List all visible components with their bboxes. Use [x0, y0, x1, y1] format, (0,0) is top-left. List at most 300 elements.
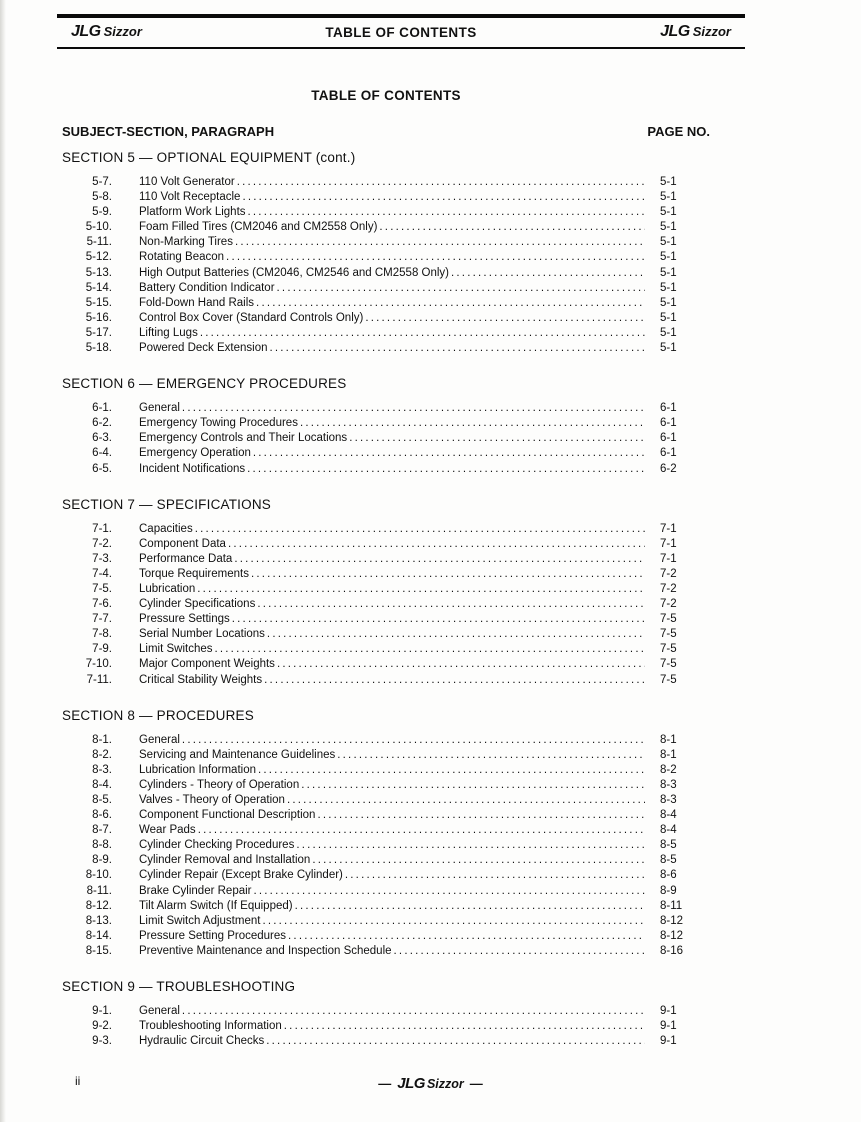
entry-title: Cylinders - Theory of Operation: [139, 778, 300, 791]
entry-page-number: 7-2: [660, 582, 677, 595]
toc-entry: [62, 446, 710, 461]
toc-entry: [62, 597, 710, 612]
entry-title: Tilt Alarm Switch (If Equipped): [139, 899, 293, 912]
toc-entry: [62, 884, 710, 899]
entry-title: Lifting Lugs: [139, 326, 198, 339]
entry-number: 8-4.: [92, 778, 112, 791]
entry-title-group: [139, 266, 645, 281]
entry-number: 5-16.: [85, 311, 112, 324]
entry-page-number: 5-1: [660, 281, 677, 294]
entry-page-number: 7-5: [660, 628, 677, 641]
entry-title-group: [139, 612, 645, 627]
toc-entry: [62, 537, 710, 552]
toc-entry: [62, 190, 710, 205]
entry-dot-leader: [180, 733, 645, 748]
entry-title-group: [139, 808, 645, 823]
entry-page-number: 8-11: [660, 899, 683, 912]
entry-page-number: 5-1: [660, 326, 677, 339]
entry-page-number: 7-1: [660, 552, 677, 565]
toc-entry: [62, 1034, 710, 1049]
toc-entry: [62, 341, 710, 356]
entry-title-group: [139, 537, 645, 552]
entry-title: Control Box Cover (Standard Controls Only): [139, 311, 364, 324]
toc-entry: [62, 326, 710, 341]
entry-dot-leader: [262, 673, 645, 688]
entry-dot-leader: [264, 1034, 645, 1049]
entry-dot-leader: [213, 642, 646, 657]
entry-title-group: [139, 567, 645, 582]
entry-title-group: [139, 522, 645, 537]
toc-entry: [62, 627, 710, 642]
entry-number: 7-7.: [92, 613, 112, 626]
toc-entry: [62, 914, 710, 929]
entry-title-group: [139, 793, 645, 808]
entry-title-group: [139, 462, 645, 477]
entry-title-group: [139, 1034, 645, 1049]
entry-dot-leader: [246, 205, 645, 220]
entry-title: 110 Volt Generator: [139, 176, 235, 188]
entry-dot-leader: [286, 929, 645, 944]
entry-title-group: [139, 281, 645, 296]
entry-title: Pressure Setting Procedures: [139, 929, 287, 942]
entry-number: 9-3.: [92, 1035, 112, 1048]
entry-dot-leader: [193, 522, 645, 537]
entry-number: 5-11.: [86, 236, 112, 249]
entry-page-number: 8-4: [660, 809, 677, 822]
entry-page-number: 8-3: [660, 794, 677, 806]
toc-entry: [62, 401, 710, 416]
entry-title-group: [139, 627, 645, 642]
entry-title: Platform Work Lights: [139, 206, 246, 219]
entry-page-number: 5-1: [660, 236, 677, 249]
toc-section: [62, 376, 710, 476]
toc-entry: [62, 266, 710, 281]
entry-number: 8-2.: [92, 748, 112, 761]
entry-dot-leader: [282, 1019, 645, 1034]
entry-number: 9-2.: [92, 1020, 112, 1033]
toc-entry: [62, 899, 710, 914]
entry-page-number: 8-12: [660, 929, 684, 942]
entry-page-number: 8-6: [660, 869, 677, 882]
header-brand-left: [71, 23, 142, 41]
entry-dot-leader: [275, 281, 645, 296]
brand-model-label: Sizzor: [692, 24, 731, 39]
entry-page-number: 6-1: [660, 447, 677, 460]
entry-title-group: [139, 190, 645, 205]
entry-number: 5-13.: [85, 266, 112, 279]
entry-title-group: [139, 778, 645, 793]
entry-number: 5-15.: [85, 296, 112, 309]
entry-title: Valves - Theory of Operation: [139, 794, 285, 806]
entry-number: 7-9.: [92, 643, 112, 656]
entry-title-group: [139, 642, 645, 657]
entry-number: 7-1.: [92, 522, 112, 535]
entry-dot-leader: [252, 884, 646, 899]
entry-number: 8-3.: [92, 763, 112, 776]
entry-title: Emergency Towing Procedures: [139, 417, 298, 430]
entry-number: 5-10.: [85, 221, 112, 234]
entry-number: 6-3.: [92, 432, 112, 445]
entry-page-number: 5-1: [660, 311, 677, 324]
entry-title-group: [139, 311, 645, 326]
toc-entry: [62, 296, 710, 311]
entry-title-group: [139, 341, 645, 356]
toc-entry: [62, 416, 710, 431]
entry-dot-leader: [285, 793, 645, 808]
section-heading: SECTION 6 — EMERGENCY PROCEDURES: [62, 376, 347, 392]
entry-number: 8-9.: [92, 854, 112, 867]
entry-title-group: [139, 416, 645, 431]
entry-title-group: [139, 673, 645, 688]
entry-title: Capacities: [139, 522, 193, 535]
entry-dot-leader: [232, 552, 645, 567]
toc-entry: [62, 853, 710, 868]
entry-number: 8-11.: [86, 884, 112, 897]
entry-page-number: 7-5: [660, 673, 677, 686]
entry-dot-leader: [363, 311, 645, 326]
page-title: TABLE OF CONTENTS: [311, 88, 461, 103]
toc-entry: [62, 567, 710, 582]
toc-entry: [62, 944, 710, 959]
entry-page-number: 9-1: [660, 1035, 677, 1048]
entry-page-number: 8-2: [660, 763, 677, 776]
entry-title-group: [139, 326, 645, 341]
entry-dot-leader: [377, 220, 645, 235]
entry-title: Cylinder Removal and Installation: [139, 854, 311, 867]
toc-entry: [62, 778, 710, 793]
header-brand-right: [660, 23, 731, 41]
entry-title: General: [139, 402, 180, 415]
entry-title: Performance Data: [139, 552, 233, 565]
entry-title: Battery Condition Indicator: [139, 281, 275, 294]
entry-dot-leader: [294, 838, 645, 853]
entry-title-group: [139, 582, 645, 597]
toc-entry: [62, 642, 710, 657]
entry-page-number: 5-1: [660, 176, 677, 188]
entry-title-group: [139, 929, 645, 944]
entry-number: 5-17.: [85, 326, 112, 339]
toc-entry: [62, 205, 710, 220]
entry-title: Limit Switch Adjustment: [139, 914, 261, 927]
entry-page-number: 8-3: [660, 778, 677, 791]
entry-dot-leader: [293, 899, 645, 914]
column-headers: [62, 124, 710, 139]
entry-title-group: [139, 853, 645, 868]
toc-entry: [62, 431, 710, 446]
entry-title-group: [139, 1004, 645, 1019]
entry-page-number: 6-1: [660, 432, 677, 445]
toc-section: [62, 150, 710, 356]
entry-page-number: 9-1: [660, 1020, 677, 1033]
entry-title: Emergency Operation: [139, 447, 251, 460]
entry-title: Cylinder Specifications: [139, 598, 256, 611]
entry-number: 5-7.: [92, 176, 112, 188]
toc-entry: [62, 868, 710, 883]
entry-page-number: 7-1: [660, 522, 677, 535]
entry-title: Powered Deck Extension: [139, 342, 268, 355]
toc-section: [62, 708, 710, 959]
entry-number: 8-5.: [92, 794, 112, 806]
entry-number: 8-10.: [85, 869, 112, 882]
entry-title: Troubleshooting Information: [139, 1020, 282, 1033]
entry-page-number: 7-2: [660, 598, 677, 611]
entry-dot-leader: [180, 1004, 645, 1019]
entry-number: 7-5.: [92, 582, 112, 595]
entry-dot-leader: [180, 401, 645, 416]
toc-content: [62, 88, 710, 1049]
entry-title-group: [139, 1019, 645, 1034]
entry-dot-leader: [267, 341, 645, 356]
toc-entry: [62, 657, 710, 672]
jlg-logo: JLG: [660, 23, 690, 40]
entry-page-number: 5-1: [660, 221, 677, 234]
toc-entry: [62, 612, 710, 627]
entry-dot-leader: [260, 914, 645, 929]
entry-number: 7-11.: [86, 673, 112, 686]
entry-title: Foam Filled Tires (CM2046 and CM2558 Only): [139, 221, 378, 234]
entry-dot-leader: [265, 627, 645, 642]
entry-title: General: [139, 733, 180, 746]
entry-dot-leader: [251, 446, 645, 461]
toc-entry: [62, 748, 710, 763]
entry-number: 8-14.: [85, 929, 112, 942]
entry-page-number: 8-4: [660, 824, 677, 837]
entry-title-group: [139, 552, 645, 567]
jlg-logo: JLG: [397, 1075, 425, 1092]
entry-title-group: [139, 944, 645, 959]
entry-number: 5-14.: [85, 281, 112, 294]
entry-dot-leader: [196, 823, 645, 838]
entry-title-group: [139, 250, 645, 265]
entry-number: 7-8.: [92, 628, 112, 641]
entry-dot-leader: [235, 175, 645, 190]
entry-dot-leader: [245, 462, 645, 477]
entry-title: Component Functional Description: [139, 809, 316, 822]
entry-page-number: 8-1: [660, 733, 677, 746]
entry-page-number: 5-1: [660, 191, 677, 204]
entry-number: 8-1.: [92, 733, 112, 746]
toc-entry: [62, 582, 710, 597]
toc-entry: [62, 838, 710, 853]
entry-dot-leader: [254, 296, 645, 311]
section-heading: SECTION 9 — TROUBLESHOOTING: [62, 979, 296, 995]
entry-title: Rotating Beacon: [139, 251, 225, 264]
entry-title: Pressure Settings: [139, 613, 230, 626]
entry-dot-leader: [310, 853, 645, 868]
toc-entry: [62, 220, 710, 235]
entry-dot-leader: [230, 612, 645, 627]
entry-title: Component Data: [139, 537, 226, 550]
entry-page-number: 5-1: [660, 206, 677, 219]
entry-title-group: [139, 401, 645, 416]
toc-entry: [62, 552, 710, 567]
entry-title: Critical Stability Weights: [139, 673, 263, 686]
toc-entry: [62, 522, 710, 537]
entry-title-group: [139, 657, 645, 672]
toc-entry: [62, 1004, 710, 1019]
entry-number: 7-10.: [85, 658, 112, 671]
entry-page-number: 7-2: [660, 567, 677, 580]
entry-number: 8-13.: [85, 914, 112, 927]
entry-title-group: [139, 838, 645, 853]
entry-title: Major Component Weights: [139, 658, 275, 671]
entry-page-number: 7-5: [660, 658, 677, 671]
entry-dot-leader: [249, 567, 645, 582]
entry-page-number: 5-1: [660, 342, 677, 355]
running-header: [57, 14, 745, 49]
entry-dot-leader: [195, 582, 645, 597]
entry-title: Brake Cylinder Repair: [139, 884, 252, 897]
entry-number: 5-18.: [85, 342, 112, 355]
entry-title: Cylinder Checking Procedures: [139, 839, 295, 852]
entry-title-group: [139, 431, 645, 446]
column-header-page-no: PAGE NO.: [647, 124, 710, 139]
entry-title: Non-Marking Tires: [139, 236, 233, 249]
entry-title: 110 Volt Receptacle: [139, 191, 241, 204]
toc-entry: [62, 250, 710, 265]
header-title: TABLE OF CONTENTS: [325, 24, 477, 40]
section-heading: SECTION 8 — PROCEDURES: [62, 707, 254, 723]
entry-page-number: 5-1: [660, 296, 677, 309]
entry-page-number: 9-1: [660, 1005, 677, 1018]
toc-entry: [62, 929, 710, 944]
entry-title: Cylinder Repair (Except Brake Cylinder): [139, 869, 343, 882]
entry-number: 9-1.: [92, 1005, 112, 1018]
entry-title: Hydraulic Circuit Checks: [139, 1035, 265, 1048]
entry-page-number: 8-12: [660, 914, 684, 927]
entry-title-group: [139, 914, 645, 929]
toc-entry: [62, 823, 710, 838]
entry-page-number: 8-16: [660, 944, 684, 957]
entry-title-group: [139, 763, 645, 778]
footer-brand: [0, 1075, 861, 1092]
entry-title: Torque Requirements: [139, 567, 249, 580]
entry-number: 8-12.: [85, 899, 112, 912]
entry-dot-leader: [224, 250, 645, 265]
entry-number: 6-2.: [92, 417, 112, 430]
entry-title: Fold-Down Hand Rails: [139, 296, 255, 309]
entry-title-group: [139, 884, 645, 899]
entry-number: 6-1.: [92, 402, 112, 415]
entry-dot-leader: [255, 597, 645, 612]
toc-entry: [62, 733, 710, 748]
entry-dot-leader: [343, 868, 645, 883]
toc-entry: [62, 673, 710, 688]
entry-number: 7-2.: [92, 537, 112, 550]
entry-title-group: [139, 899, 645, 914]
entry-title-group: [139, 823, 645, 838]
entry-number: 6-5.: [92, 462, 112, 475]
entry-title-group: [139, 220, 645, 235]
footer-dash-left: —: [378, 1076, 392, 1091]
entry-dot-leader: [392, 944, 645, 959]
entry-title-group: [139, 733, 645, 748]
entry-number: 5-12.: [85, 251, 112, 264]
entry-dot-leader: [299, 778, 645, 793]
toc-entry: [62, 1019, 710, 1034]
entry-page-number: 6-1: [660, 417, 677, 430]
entry-dot-leader: [347, 431, 645, 446]
entry-title: Lubrication Information: [139, 763, 256, 776]
entry-number: 5-9.: [92, 206, 112, 219]
entry-number: 7-6.: [92, 598, 112, 611]
entry-title: Incident Notifications: [139, 462, 246, 475]
entry-title-group: [139, 296, 645, 311]
toc-sections: [62, 150, 710, 1049]
toc-entry: [62, 808, 710, 823]
entry-page-number: 5-1: [660, 266, 677, 279]
brand-model-label: Sizzor: [426, 1077, 464, 1091]
entry-title: Wear Pads: [139, 824, 196, 837]
toc-entry: [62, 281, 710, 296]
entry-number: 8-7.: [92, 824, 112, 837]
entry-dot-leader: [198, 326, 645, 341]
entry-page-number: 8-5: [660, 854, 677, 867]
entry-title: Lubrication: [139, 582, 196, 595]
entry-title-group: [139, 205, 645, 220]
entry-dot-leader: [226, 537, 645, 552]
entry-dot-leader: [449, 266, 645, 281]
toc-entry: [62, 763, 710, 778]
footer-page-number: ii: [75, 1074, 81, 1088]
toc-entry: [62, 793, 710, 808]
entry-number: 7-3.: [92, 552, 112, 565]
entry-title: Serial Number Locations: [139, 628, 265, 641]
entry-number: 6-4.: [92, 447, 112, 460]
entry-title-group: [139, 235, 645, 250]
toc-section: [62, 497, 710, 688]
entry-dot-leader: [275, 657, 645, 672]
entry-page-number: 5-1: [660, 251, 677, 264]
entry-dot-leader: [315, 808, 645, 823]
entry-number: 5-8.: [92, 191, 112, 204]
entry-title-group: [139, 175, 645, 190]
column-header-subject: SUBJECT-SECTION, PARAGRAPH: [62, 124, 275, 139]
section-heading: SECTION 7 — SPECIFICATIONS: [62, 496, 271, 512]
entry-dot-leader: [335, 748, 645, 763]
entry-page-number: 8-5: [660, 839, 677, 852]
entry-dot-leader: [233, 235, 645, 250]
entry-title-group: [139, 868, 645, 883]
section-heading: SECTION 5 — OPTIONAL EQUIPMENT (cont.): [62, 150, 356, 165]
entry-number: 8-8.: [92, 839, 112, 852]
entry-page-number: 7-5: [660, 613, 677, 626]
entry-number: 8-15.: [85, 944, 112, 957]
footer-dash-right: —: [469, 1076, 483, 1091]
entry-title: High Output Batteries (CM2046, CM2546 and CM2558 Only): [139, 266, 450, 279]
jlg-logo: JLG: [71, 23, 101, 40]
entry-number: 7-4.: [92, 567, 112, 580]
entry-title: Preventive Maintenance and Inspection Schedule: [139, 944, 392, 957]
entry-dot-leader: [256, 763, 645, 778]
entry-page-number: 8-9: [660, 884, 677, 897]
toc-entry: [62, 235, 710, 250]
entry-page-number: 6-2: [660, 462, 677, 475]
entry-page-number: 7-1: [660, 537, 677, 550]
entry-page-number: 8-1: [660, 748, 677, 761]
entry-title-group: [139, 597, 645, 612]
entry-title-group: [139, 748, 645, 763]
toc-section: [62, 979, 710, 1049]
entry-dot-leader: [240, 190, 645, 205]
entry-page-number: 7-5: [660, 643, 677, 656]
entry-number: 8-6.: [92, 809, 112, 822]
toc-entry: [62, 462, 710, 477]
entry-title: Servicing and Maintenance Guidelines: [139, 748, 336, 761]
entry-title: Emergency Controls and Their Locations: [139, 432, 348, 445]
brand-model-label: Sizzor: [103, 24, 142, 39]
entry-title: General: [139, 1005, 180, 1018]
